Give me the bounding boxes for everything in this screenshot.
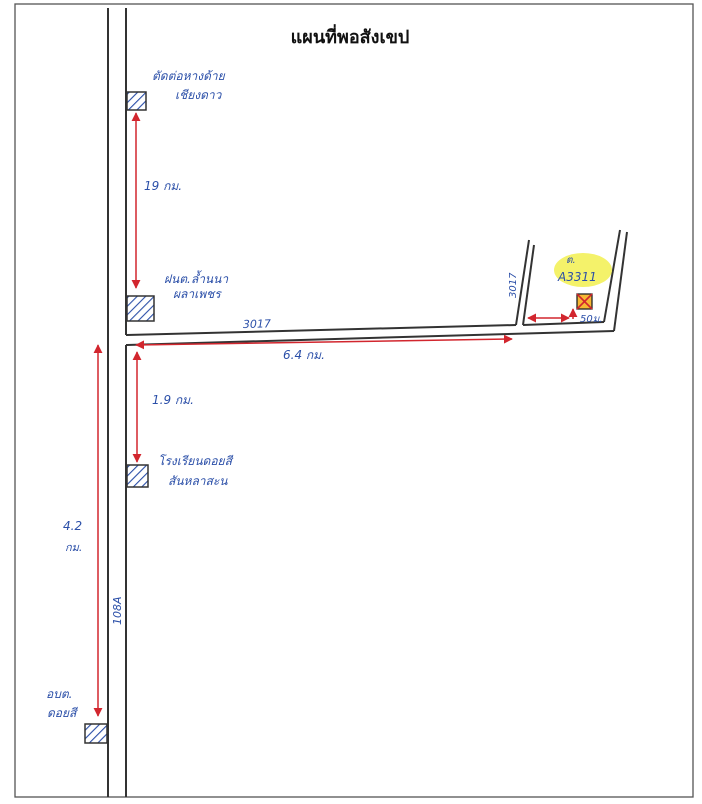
page-frame <box>15 4 693 797</box>
distance-junction-to-target: 6.4 กม. <box>283 348 325 362</box>
distance-top-to-mid: 19 กม. <box>144 179 183 193</box>
landmark-top-marker <box>127 92 146 110</box>
landmark-bottom-label-1: อบต. <box>46 687 73 701</box>
map-title: แผนที่พอสังเขป <box>290 27 410 48</box>
distance-bottom-to-junction-unit: กม. <box>65 541 83 554</box>
main-road <box>108 8 126 797</box>
branch-road-label: 3017 <box>508 272 519 298</box>
distance-bottom-to-junction-value: 4.2 <box>63 519 83 533</box>
distance-branch-to-target: 50ม. <box>580 314 603 325</box>
landmark-bottom-marker <box>85 724 107 743</box>
target-prefix-label: ต. <box>566 255 576 266</box>
side-road-label: 3017 <box>242 317 272 331</box>
target-code-label: A3311 <box>558 270 597 284</box>
landmark-lower-label-2: สันหลาสะน <box>168 474 228 488</box>
landmark-lower-marker <box>127 465 148 487</box>
landmark-mid-label-1: ฝนต.ล้ำนนา <box>164 272 229 286</box>
landmark-top-label-2: เชียงดาว <box>175 88 222 102</box>
landmark-top-label-1: ตัดต่อหางด้าย <box>152 69 225 83</box>
landmark-mid-marker <box>127 296 154 321</box>
landmark-lower-label-1: โรงเรียนดอยสี <box>158 454 232 468</box>
main-road-label: 108A <box>111 596 124 625</box>
distance-junction-to-school: 1.9 กม. <box>152 393 194 407</box>
landmark-mid-label-2: ผลาเพชร <box>173 287 221 301</box>
target-marker <box>577 294 592 309</box>
landmark-bottom-label-2: ดอยสี <box>47 706 77 720</box>
